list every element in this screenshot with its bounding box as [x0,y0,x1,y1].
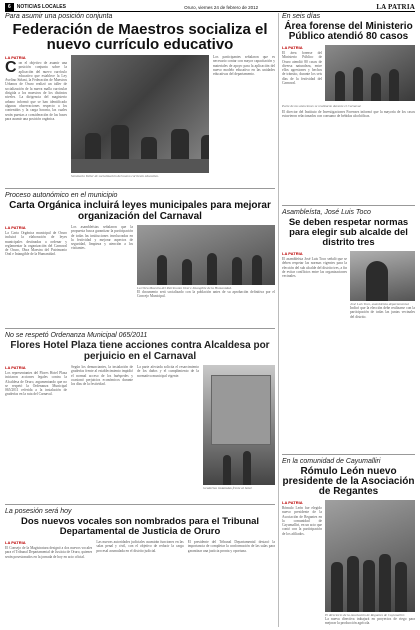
column-divider [278,13,279,627]
article-photo [203,365,275,485]
article-carta-organica [5,192,275,325]
article-body: El área forense del Ministerio Público de Oruro atendió 80 casos de diversa naturaleza, entre ellos agresiones y hechos de tránsito, durante los seis días de la festividad del Carnaval. [282,51,322,86]
article-kicker: La posesión será hoy [5,508,72,515]
article-body-cont: Indicó que la elección debe realizarse con la participación de todas las juntas vecinales del distrito. [350,306,415,319]
drop-cap: C [5,61,17,76]
photo-caption: Graderías instaladas frente al hotel. [203,486,253,490]
article-body-cont: Los participantes señalaron que es necesario contar con mayor capacitación y materiales de apoyo para la aplicación del nuevo modelo educativo en las unidades educativas del departamento. [213,55,275,77]
article-vocales [5,508,275,602]
article-body: El asambleísta José Luis Toco señaló que se deben respetar las normas vigentes para la elección del sub alcalde del distrito tres, a fin de evitar conflictos entre las organizaciones vecinales. [282,257,347,279]
article-body-cont: Las nuevas autoridades judiciales asumirán funciones en las salas penal y civil, con el objetivo de reducir la carga procesal acumulada en el distrito judicial. [96,540,184,553]
article-source: LA PATRIA [5,225,26,230]
article-regantes [282,458,415,630]
photo-caption: José Luis Toco, asambleísta departamental. [350,302,410,306]
article-photo [350,251,415,301]
photo-caption: Seminario Taller de socialización del nuevo currículo educativo. [71,174,159,178]
divider [5,504,275,505]
article-source: LA PATRIA [282,45,303,50]
article-source: LA PATRIA [5,540,26,545]
divider [5,188,275,189]
article-body-end: El presidente del Tribunal Departamental destacó la importancia de completar la conformación de las salas para garantizar una justicia pronta y oportuna. [187,540,275,553]
article-headline: Flores Hotel Plaza tiene acciones contra Alcaldesa por perjuicio en el Carnaval [10,340,270,362]
article-headline: Se deben respetar normas para elegir sub alcalde del distrito tres [288,217,409,248]
photo-caption: El directorio de la Asociación de Regantes de Cayumalliri. [325,613,406,617]
article-source: LA PATRIA [5,365,26,370]
left-column [5,13,275,602]
article-body: El Consejo de la Magistratura designó a dos nuevos vocales para el Tribunal Departamental de Justicia de Oruro, quienes serán posesionados en la jornada de hoy en acto oficial. [5,546,93,559]
right-column [282,13,415,630]
section-name: NOTICIAS LOCALES [16,4,66,10]
article-source: LA PATRIA [5,55,26,60]
article-maestros: Para asumir una posición conjunta Federación de Maestros socializa el nuevo currículo educativo LA PATRIA Con el objetivo de asumir una posición conjunta sobre la aplicación del nuevo currículo educativo que establece la Ley Avelino Siñani, la Federación de Maestros Urbanos de Oruro realizó un taller de socialización de la nueva malla curricular dirigida a los maestros de los distintos niveles. La dirigencia del magisterio urbano informó que se han identificado algunas observaciones respecto a los contenidos y la carga horaria, las cuales serán puestas a consideración de las bases para asumir una posición orgánica. Seminario Taller de socialización del nuevo currículo educativo. Los participantes señalaron que es necesario contar con mayor capacitación y materiales de apoyo para la aplicación del nuevo modelo educativo en las unidades educativas del departamento. [5,13,275,185]
article-body-cont: Los asambleístas señalaron que la propuesta busca garantizar la participación de todas las instituciones involucradas en la festividad y mejorar aspectos de seguridad, limpieza y atención a los visitantes. [71,225,133,251]
masthead-logo: LA PATRIA [376,3,415,11]
article-kicker: En seis días [282,13,321,20]
photo-caption: Parte de las atenciones se realizaron durante el Carnaval. [282,104,362,108]
article-flores-hotel [5,332,275,501]
page-number: 6 [5,3,14,11]
article-photo [325,45,415,101]
article-kicker: No se respetó Ordenanza Municipal 065/2011 [5,332,148,339]
article-body: on el objetivo de asumir una posición conjunta sobre la aplicación del nuevo currículo educativo que establece la Ley Avelino Siñani, la Federación de Maestros Urbanos de Oruro realizó un taller de socialización de la nueva malla curricular dirigida a los maestros de los distintos niveles. [5,61,67,100]
article-kicker: Proceso autonómico en el municipio [5,192,118,199]
article-body: Rómulo León fue elegido nuevo presidente de la Asociación de Regantes en la comunidad de Cayumalliri, en un acto que contó con la participación de los afiliados. [282,506,322,536]
article-headline: Federación de Maestros socializa el nuevo currículo educativo [12,21,268,53]
article-photo [137,225,275,285]
article-body: La Carta Orgánica municipal de Oruro incluirá la elaboración de leyes municipales destinadas a ordenar y reglamentar la organización del Carnaval de Oruro, Obra Maestra del Patrimonio Oral e Intangible de la Humanidad. [5,231,67,257]
article-body-end: La parte afectada solicita el resarcimiento de los daños y el cumplimiento de la normativa municipal vigente. [137,365,199,378]
divider [5,328,275,329]
article-headline: Dos nuevos vocales son nombrados para el Tribunal Departamental de Justicia de Oruro [20,516,260,537]
article-body-cont: La nueva directiva trabajará en proyectos de riego para mejorar la producción agrícola. [325,617,415,626]
article-body-cont: El director del Instituto de Investigaciones Forenses informó que la mayoría de los casos estuvieron relacionados con consumo de bebidas alcohólicas. [282,110,415,119]
article-headline: Área forense del Ministerio Público atendió 80 casos [284,21,413,42]
article-photo [71,55,209,173]
article-headline: Carta Orgánica incluirá leyes municipales para mejorar organización del Carnaval [9,200,271,222]
photo-caption: La Obra Maestra del Patrimonio Oral e Intangible de la Humanidad. [137,286,232,290]
article-body-end: El documento será socializado con la población antes de su aprobación definitiva por el Concejo Municipal. [137,290,275,299]
article-source: LA PATRIA [282,251,303,256]
divider [282,205,415,206]
article-kicker: Para asumir una posición conjunta [5,13,113,20]
issue-date: Oruro, viernes 24 de febrero de 2012 [184,4,259,10]
article-photo [325,500,415,612]
article-sub-alcalde [282,209,415,451]
article-kicker: En la comunidad de Cayumalliri [282,458,381,465]
article-body: Los representantes del Flores Hotel Plaza iniciaron acciones legales contra la Alcaldesa de Oruro, argumentando que no se respetó la Ordenanza Municipal 065/2011 referida a la instalación de graderías en la ruta del Carnaval. [5,371,67,397]
article-kicker: Asambleísta, José Luis Toco [282,209,371,216]
article-body-cont: Según los denunciantes, la instalación de graderías frente al establecimiento impidió el normal acceso de los huéspedes y ocasionó perjuicios económicos durante los días de la festividad. [71,365,133,387]
page-header [5,3,415,12]
article-forense [282,13,415,202]
article-headline: Rómulo León nuevo presidente de la Asociación de Regantes [282,466,415,497]
article-source: LA PATRIA [282,500,303,505]
divider [282,454,415,455]
